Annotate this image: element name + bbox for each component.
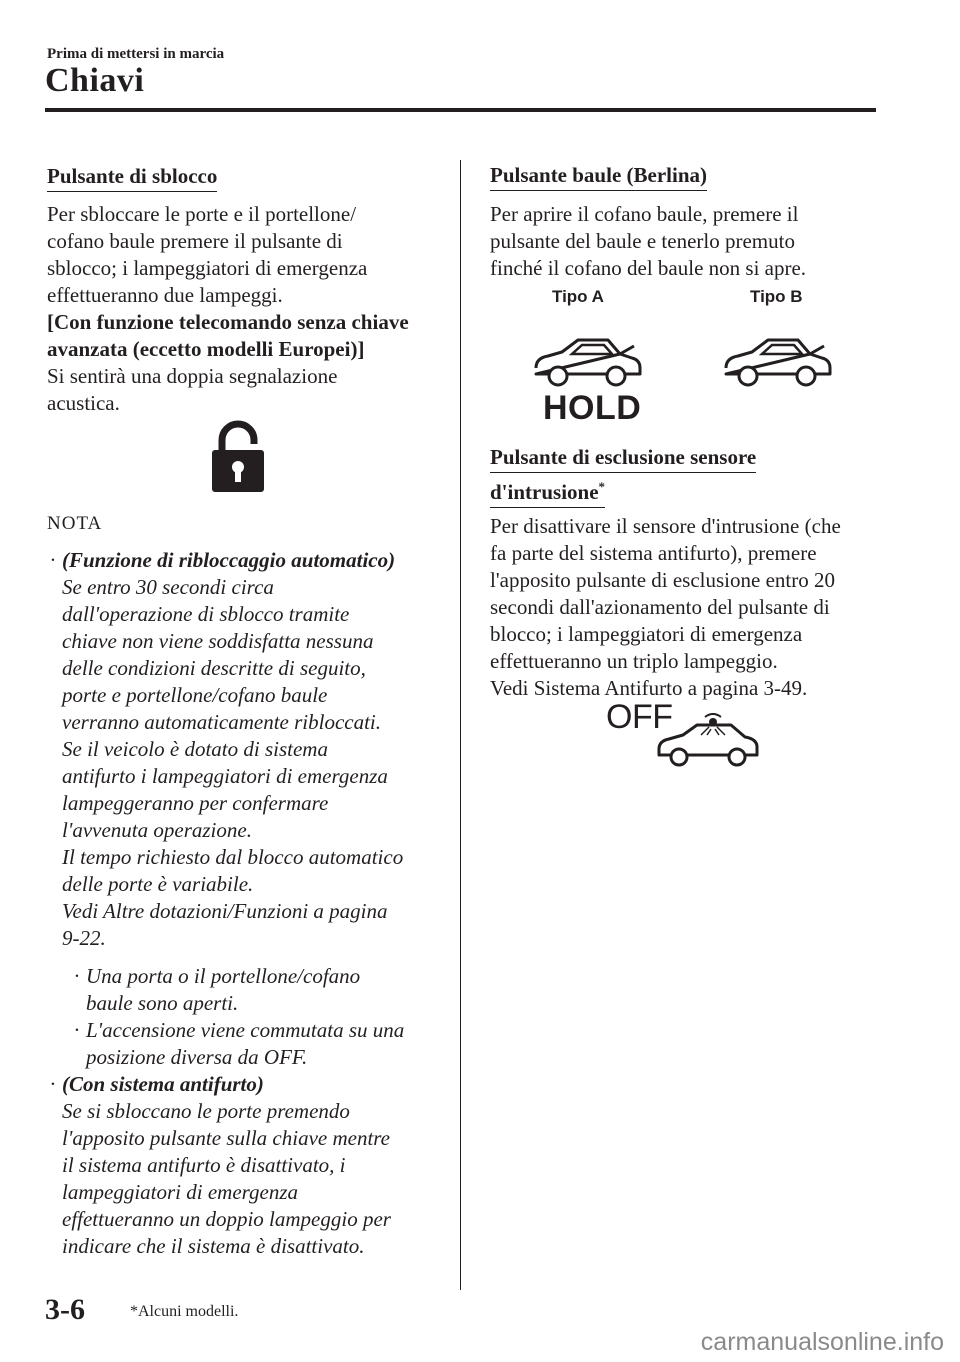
trunk-heading: Pulsante baule (Berlina) bbox=[490, 162, 707, 191]
bullet-icon: · bbox=[50, 1072, 56, 1096]
chapter-title: Chiavi bbox=[45, 62, 145, 99]
column-divider bbox=[460, 160, 461, 1290]
intrusion-heading: Pulsante di esclusione sensore d'intrusione* bbox=[490, 444, 756, 508]
car-trunk-open-icon bbox=[722, 334, 834, 390]
note-sub-condition-2: · L'accensione viene commutata su una posizione diversa da OFF. bbox=[74, 1018, 405, 1069]
tipo-a-label: Tipo A bbox=[552, 287, 604, 306]
unlock-heading: Pulsante di sblocco bbox=[47, 163, 217, 192]
note-sub-condition-1: · Una porta o il portellone/cofano baule sono aperti. bbox=[74, 964, 361, 1015]
note-anti-theft: · (Con sistema antifurto) Se si sbloccano le porte premendo l'apposito pulsante sulla chiave mentre il sistema antifurto è disattivato, i lampeggiatori di emergenza effettueranno un doppio lampeggio per indicare che il sistema è disattivato. bbox=[50, 1072, 391, 1258]
intrusion-paragraph: Per disattivare il sensore d'intrusione (che fa parte del sistema antifurto), premere l'apposito pulsante di esclusione entro 20 secondi dall'azionamento del pulsante di blocco; i lampeggiatori di emergenza effettueranno un triplo lampeggio. Vedi Sistema Antifurto a pagina 3-49. bbox=[490, 514, 841, 700]
bullet-icon: · bbox=[50, 548, 56, 572]
hold-label: HOLD bbox=[543, 389, 642, 427]
bullet-icon: · bbox=[74, 964, 80, 988]
header-rule bbox=[45, 108, 876, 112]
footnote: *Alcuni modelli. bbox=[130, 1303, 239, 1320]
unlock-padlock-icon bbox=[210, 418, 266, 494]
watermark: carmanualsonline.info bbox=[700, 1328, 944, 1356]
note-auto-relock: · (Funzione di ribloccaggio automatico) Se entro 30 secondi circa dall'operazione di sblocco tramite chiave non viene soddisfatta nessuna delle condizioni descritte di seguito, porte e portellone/cofano baule verranno automaticamente ribloccati. Se il veicolo è dotato di sistema antifurto i lampeggiatori di emergenza lampeggeranno per confermare l'avvenuta operazione. Il tempo richiesto dal blocco automatico delle porte è variabile. Vedi Altre dotazioni/Funzioni a pagina 9-22. bbox=[50, 548, 404, 950]
advanced-keyless-note: [Con funzione telecomando senza chiave avanzata (eccetto modelli Europei)] bbox=[47, 310, 409, 361]
bullet-icon: · bbox=[74, 1018, 80, 1042]
note-label: NOTA bbox=[47, 513, 103, 534]
section-title: Prima di mettersi in marcia bbox=[47, 46, 225, 62]
car-trunk-open-icon bbox=[532, 334, 644, 390]
intrusion-sensor-off-icon bbox=[655, 713, 761, 769]
unlock-paragraph: Per sbloccare le porte e il portellone/ cofano baule premere il pulsante di sblocco; i lampeggiatori di emergenza effettueranno due lampeggi. [Con funzione telecomando senza chiave avanzata (eccetto modelli Europei)] Si sentirà una doppia segnalazione acustica. bbox=[47, 201, 447, 417]
off-label: OFF bbox=[606, 698, 673, 736]
trunk-paragraph: Per aprire il cofano baule, premere il pulsante del baule e tenerlo premuto finché il cofano del baule non si apre. bbox=[490, 202, 807, 280]
tipo-b-label: Tipo B bbox=[750, 287, 803, 306]
page-number: 3-6 bbox=[45, 1293, 85, 1326]
